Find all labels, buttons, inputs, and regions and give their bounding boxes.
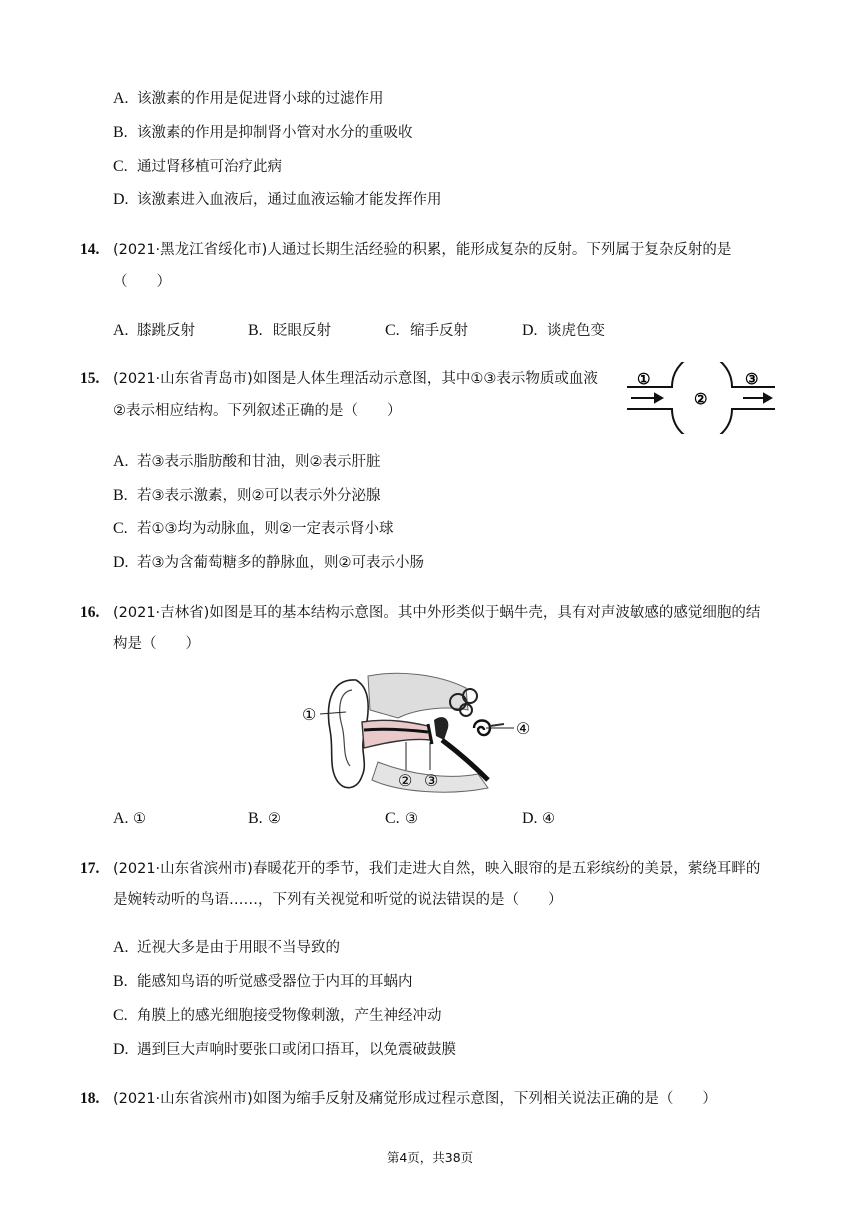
question-stem-line2: ②表示相应结构。下列叙述正确的是（ ） (113, 403, 402, 419)
question-stem-line1: (2021·山东省青岛市)如图是人体生理活动示意图，其中①③表示物质或血液 (113, 371, 598, 387)
option-letter: B. (113, 487, 128, 504)
option-text: 眨眼反射 (273, 323, 331, 339)
option-letter: D. (522, 322, 538, 339)
option-text: 谈虎色变 (547, 323, 605, 339)
option-letter: C. (113, 1007, 128, 1024)
question-stem-line1: (2021·山东省滨州市)春暖花开的季节，我们走进大自然，映入眼帘的是五彩缤纷的美景，萦绕耳畔的 (113, 861, 761, 877)
option-text: ④ (542, 811, 555, 827)
option-text: 遇到巨大声响时要张口或闭口捂耳，以免震破鼓膜 (137, 1042, 456, 1058)
option-letter: C. (113, 520, 128, 537)
option-letter: A. (113, 322, 129, 339)
option-text: 膝跳反射 (137, 323, 195, 339)
option-text: ③ (405, 811, 418, 827)
option-letter: D. (522, 810, 538, 827)
question-number: 17. (80, 860, 100, 877)
option-letter: D. (113, 1041, 129, 1058)
option-letter: C. (385, 322, 400, 339)
option-text: ② (268, 811, 281, 827)
option-letter: A. (113, 810, 129, 827)
question-stem-line2: 是婉转动听的鸟语……，下列有关视觉和听觉的说法错误的是（ ） (113, 892, 563, 908)
option-letter: A. (113, 90, 129, 107)
figure-label: ① (637, 371, 651, 388)
answer-blank: （ ） (113, 274, 171, 290)
option-text: 若①③均为动脉血，则②一定表示肾小球 (137, 521, 394, 537)
option-text: ① (133, 811, 146, 827)
figure-label: ② (398, 773, 413, 790)
figure-label: ④ (516, 721, 531, 738)
option-text: 通过肾移植可治疗此病 (137, 159, 282, 175)
option-letter: A. (113, 939, 129, 956)
figure-label: ③ (424, 773, 439, 790)
option-text: 该激素进入血液后，通过血液运输才能发挥作用 (137, 192, 442, 208)
figure-label: ① (302, 707, 317, 724)
option-letter: A. (113, 453, 129, 470)
blood-flow-diagram (625, 362, 777, 434)
question-number: 18. (80, 1090, 100, 1107)
page-footer: 第4页，共38页 (386, 1150, 474, 1165)
option-text: 近视大多是由于用眼不当导致的 (137, 940, 340, 956)
option-text: 该激素的作用是抑制肾小管对水分的重吸收 (137, 125, 413, 141)
question-number: 16. (80, 604, 100, 621)
figure-label: ② (694, 391, 708, 408)
option-text: 缩手反射 (410, 323, 468, 339)
question-stem: (2021·黑龙江省绥化市)人通过长期生活经验的积累，能形成复杂的反射。下列属于复杂反射的是 (113, 242, 732, 258)
option-letter: B. (113, 124, 128, 141)
question-stem: (2021·山东省滨州市)如图为缩手反射及痛觉形成过程示意图，下列相关说法正确的是（ ） (113, 1091, 717, 1107)
option-text: 若③为含葡萄糖多的静脉血，则②可表示小肠 (137, 555, 424, 571)
option-text: 若③表示脂肪酸和甘油，则②表示肝脏 (137, 454, 381, 470)
option-letter: D. (113, 554, 129, 571)
question-number: 14. (80, 241, 100, 258)
option-text: 该激素的作用是促进肾小球的过滤作用 (137, 91, 384, 107)
option-letter: C. (113, 158, 128, 175)
option-letter: C. (385, 810, 400, 827)
question-stem-line1: (2021·吉林省)如图是耳的基本结构示意图。其中外形类似于蜗牛壳，具有对声波敏感的感觉细胞的结 (113, 605, 761, 621)
option-text: 角膜上的感光细胞接受物像刺激，产生神经冲动 (137, 1008, 442, 1024)
option-text: 若③表示激素，则②可以表示外分泌腺 (137, 488, 381, 504)
option-letter: B. (113, 973, 128, 990)
ear-structure-diagram (298, 670, 542, 796)
option-text: 能感知鸟语的听觉感受器位于内耳的耳蜗内 (137, 974, 413, 990)
question-stem-line2: 构是（ ） (113, 636, 200, 652)
option-letter: B. (248, 322, 263, 339)
option-letter: D. (113, 191, 129, 208)
figure-label: ③ (745, 371, 759, 388)
question-number: 15. (80, 370, 100, 387)
option-letter: B. (248, 810, 263, 827)
